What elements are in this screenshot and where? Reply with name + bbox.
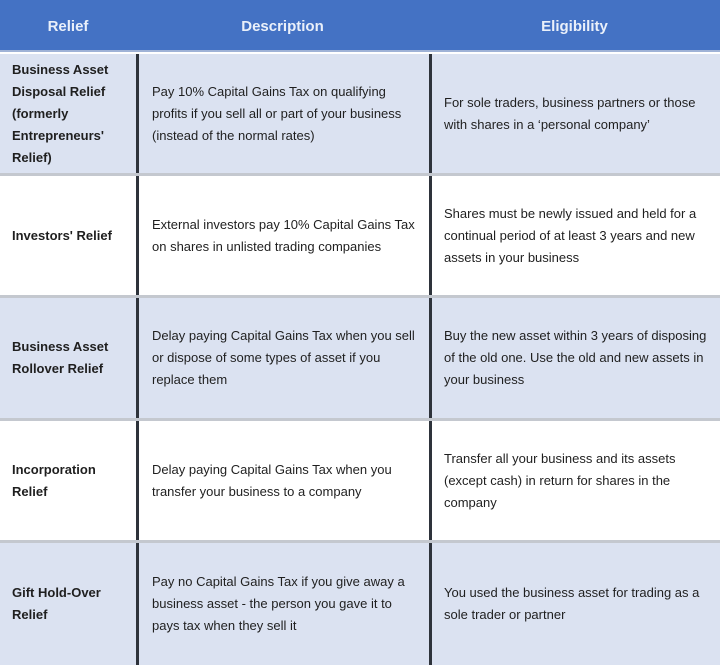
eligibility-text: Buy the new asset within 3 years of disposing of the old one. Use the old and new assets in your business (444, 328, 707, 387)
relief-cell (0, 298, 136, 418)
eligibility-text: Shares must be newly issued and held for a continual period of at least 3 years and new assets in your business (444, 205, 697, 265)
eligibility-text: You used the business asset for trading as a sole trader or partner (444, 585, 700, 622)
eligibility-cell (429, 176, 720, 295)
column-header-eligibility: Eligibility (541, 18, 608, 35)
description-cell (136, 54, 429, 173)
table-row (0, 298, 720, 421)
relief-cell (0, 176, 136, 295)
description-text: Delay paying Capital Gains Tax when you transfer your business to a company (152, 461, 392, 499)
eligibility-text: For sole traders, business partners or those with shares in a ‘personal company’ (444, 94, 696, 132)
relief-name: Investors' Relief (12, 227, 112, 243)
eligibility-cell (429, 298, 720, 418)
relief-name: Business Asset Rollover Relief (12, 339, 109, 376)
description-cell (136, 298, 429, 418)
table-header (0, 0, 720, 52)
eligibility-cell (429, 54, 720, 173)
eligibility-text: Transfer all your business and its assets (except cash) in return for shares in the company (444, 450, 676, 510)
table-row (0, 421, 720, 543)
description-text: Delay paying Capital Gains Tax when you sell or dispose of some types of asset if you replace them (152, 328, 415, 387)
eligibility-cell (429, 543, 720, 665)
table-row (0, 54, 720, 176)
relief-name: Business Asset Disposal Relief (formerly Entrepreneurs' Relief) (12, 61, 109, 165)
table-row (0, 176, 720, 298)
eligibility-cell (429, 421, 720, 540)
description-cell (136, 421, 429, 540)
relief-cell (0, 54, 136, 173)
column-header-relief: Relief (47, 18, 89, 35)
description-text: External investors pay 10% Capital Gains Tax on shares in unlisted trading companies (152, 216, 415, 254)
relief-name: Incorporation Relief (12, 461, 96, 499)
description-text: Pay 10% Capital Gains Tax on qualifying profits if you sell all or part of your business (instead of the normal rates) (152, 83, 402, 143)
description-text: Pay no Capital Gains Tax if you give away a business asset - the person you gave it to pays tax when they sell it (152, 574, 405, 633)
column-header-description: Description (241, 18, 324, 35)
description-cell (136, 176, 429, 295)
relief-cell (0, 543, 136, 665)
table-row (0, 543, 720, 665)
relief-name: Gift Hold-Over Relief (12, 585, 101, 622)
description-cell (136, 543, 429, 665)
relief-cell (0, 421, 136, 540)
